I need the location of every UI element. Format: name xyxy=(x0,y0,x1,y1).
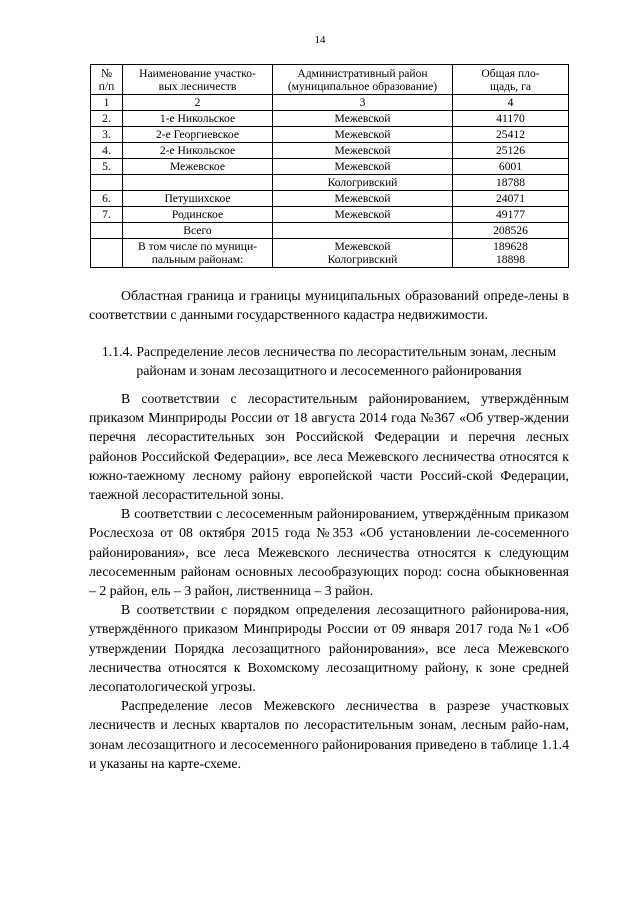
area: 25126 xyxy=(453,143,569,159)
page-number: 14 xyxy=(314,34,326,46)
forestry-name: Родинское xyxy=(123,207,273,223)
district: Межевской Кологривский xyxy=(273,239,453,268)
row-number xyxy=(91,223,123,239)
table-numbering-row xyxy=(91,95,569,111)
area: 6001 xyxy=(453,159,569,175)
table-row xyxy=(91,191,569,207)
header-number: № п/п xyxy=(91,65,123,95)
table-header-row xyxy=(91,65,569,95)
forestry-name: Всего xyxy=(123,223,273,239)
area: 49177 xyxy=(453,207,569,223)
district: Межевской xyxy=(273,191,453,207)
numbering-cell: 4 xyxy=(453,95,569,111)
forestry-area-table xyxy=(90,64,569,268)
district: Межевской xyxy=(273,127,453,143)
row-number: 3. xyxy=(91,127,123,143)
header-district: Административный район (муниципальное образование) xyxy=(273,65,453,95)
row-number xyxy=(91,175,123,191)
area: 41170 xyxy=(453,111,569,127)
area: 208526 xyxy=(453,223,569,239)
table-row xyxy=(91,111,569,127)
forestry-name: 1-е Никольское xyxy=(123,111,273,127)
row-number: 7. xyxy=(91,207,123,223)
district: Межевской xyxy=(273,159,453,175)
header-total-area: Общая пло- щадь, га xyxy=(453,65,569,95)
district xyxy=(273,223,453,239)
table-row-by-district xyxy=(91,239,569,268)
row-number: 5. xyxy=(91,159,123,175)
numbering-cell: 1 xyxy=(91,95,123,111)
paragraph: В соответствии с порядком определения лесозащитного районирова-ния, утверждённого приказом Минприроды России от 09 января 2017 года №1 «Об утверждении Порядка лесозащитного районирования», все леса Межевского лесничества относятся к Вохомскому лесозащитному району, к зоне средней лесопатологической угрозы. xyxy=(89,602,569,695)
row-number xyxy=(91,239,123,268)
intro-paragraph: Областная граница и границы муниципальных образований опреде-лены в соответствии с данными государственного кадастра недвижимости. xyxy=(89,288,569,323)
numbering-cell: 2 xyxy=(123,95,273,111)
forestry-name xyxy=(123,175,273,191)
area: 24071 xyxy=(453,191,569,207)
forestry-name: 2-е Никольское xyxy=(123,143,273,159)
table-row xyxy=(91,159,569,175)
table-row xyxy=(91,175,569,191)
district: Межевской xyxy=(273,207,453,223)
row-number: 6. xyxy=(91,191,123,207)
forestry-name: Петушихское xyxy=(123,191,273,207)
forestry-name: 2-е Георгиевское xyxy=(123,127,273,143)
district: Межевской xyxy=(273,143,453,159)
row-number: 4. xyxy=(91,143,123,159)
section-heading: 1.1.4. Распределение лесов лесничества по лесорастительным зонам, лесным районам и зонам лесозащитного и лесосеменного районирования xyxy=(101,344,557,378)
header-forestry-name: Наименование участко- вых лесничеств xyxy=(123,65,273,95)
table-row xyxy=(91,127,569,143)
intro-section xyxy=(89,286,569,324)
area: 25412 xyxy=(453,127,569,143)
district: Кологривский xyxy=(273,175,453,191)
row-number: 2. xyxy=(91,111,123,127)
table-row xyxy=(91,143,569,159)
forestry-name: Межевское xyxy=(123,159,273,175)
table-row xyxy=(91,207,569,223)
paragraph: В соответствии с лесосеменным районированием, утверждённым приказом Рослесхоза от 08 октября 2015 года №353 «Об установлении ле-сосеменного районирования», все леса Межевского лесничества относятся к следующим лесосеменным районам основных лесообразующих пород: сосна обыкновенная – 2 район, ель – 3 район, лиственница – 3 район. xyxy=(89,506,569,599)
area: 189628 18898 xyxy=(453,239,569,268)
area: 18788 xyxy=(453,175,569,191)
body-text xyxy=(89,389,569,773)
numbering-cell: 3 xyxy=(273,95,453,111)
district: Межевской xyxy=(273,111,453,127)
table-row-total xyxy=(91,223,569,239)
paragraph: Распределение лесов Межевского лесничества в разрезе участковых лесничеств и лесных кварталов по лесорастительным зонам, лесным райо-нам, зонам лесозащитного и лесосеменного районирования приведено в таблице 1.1.4 и указаны на карте-схеме. xyxy=(89,698,569,771)
forestry-name: В том числе по муници- пальным районам: xyxy=(123,239,273,268)
paragraph: В соответствии с лесорастительным районированием, утверждённым приказом Минприроды России от 18 августа 2014 года №367 «Об утвер-ждении перечня лесорастительных зон Российской Федерации и перечня лесных районов Российской Федерации», все леса Межевского лесничества относятся к южно-таежному лесному району европейской части Россий-ской Федерации, таежной лесорастительной зоны. xyxy=(89,391,569,503)
